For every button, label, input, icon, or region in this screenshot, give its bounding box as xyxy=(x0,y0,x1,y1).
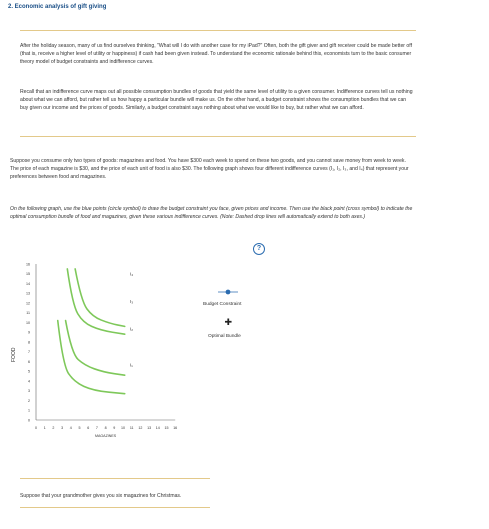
x-tick-label: 9 xyxy=(113,426,116,430)
x-tick-label: 3 xyxy=(61,426,64,430)
x-tick-label: 8 xyxy=(104,426,107,430)
help-button[interactable]: ? xyxy=(253,243,265,255)
y-tick-label: 6 xyxy=(28,359,30,364)
x-tick-label: 0 xyxy=(35,426,37,430)
optimal-bundle-label: Optimal Bundle xyxy=(208,334,241,339)
budget-constraint-label: Budget Constraint xyxy=(203,302,242,307)
y-tick-label: 3 xyxy=(28,389,30,394)
budget-constraint-tool[interactable] xyxy=(218,290,238,295)
page-title: 2. Economic analysis of gift giving xyxy=(8,4,107,10)
x-tick-label: 11 xyxy=(129,426,134,430)
x-tick-label: 2 xyxy=(52,426,55,430)
optimal-bundle-tool[interactable] xyxy=(225,317,233,327)
intro-paragraph-1: After the holiday season, many of us find ourselves thinking, "What will I do with another case for my iPad?" Often, both the gift giver and gift receiver could be made better off (that is, receive a higher level of utility or happiness) if cash had been given instead. To understand the economic rationale behind this, economists turn to the basic consumer theory model of budget constraints and indifference curves. xyxy=(20,43,412,65)
y-tick-label: 16 xyxy=(26,262,30,267)
cross-icon[interactable]: ✚ xyxy=(224,317,233,327)
y-tick-label: 2 xyxy=(28,398,30,403)
curve-label: I₃ xyxy=(129,299,134,304)
y-tick-label: 15 xyxy=(26,272,30,277)
graph-axes xyxy=(26,262,177,438)
y-tick-label: 7 xyxy=(28,350,30,355)
y-tick-label: 0 xyxy=(28,418,30,423)
y-tick-label: 10 xyxy=(26,320,30,325)
y-tick-label: 13 xyxy=(26,291,30,296)
x-tick-label: 6 xyxy=(87,426,90,430)
indifference-curve xyxy=(66,321,125,376)
divider xyxy=(20,507,210,508)
budget-point-icon[interactable] xyxy=(226,290,231,295)
x-tick-label: 12 xyxy=(138,426,143,430)
indifference-curves xyxy=(58,269,125,394)
x-tick-label: 16 xyxy=(173,426,178,430)
curve-label: I₂ xyxy=(129,326,133,332)
x-tick-label: 14 xyxy=(155,426,160,430)
x-tick-label: 15 xyxy=(164,426,169,430)
curve-labels xyxy=(130,272,133,368)
divider xyxy=(20,478,210,479)
curve-label: I₄ xyxy=(129,271,134,277)
y-tick-label: 9 xyxy=(28,330,30,335)
y-tick-label: 1 xyxy=(28,408,30,413)
x-tick-label: 13 xyxy=(147,426,152,430)
y-axis-label: FOOD xyxy=(11,347,17,362)
x-tick-label: 10 xyxy=(121,426,125,430)
x-tick-label: 1 xyxy=(43,426,46,430)
intro-paragraph-2: Recall that an indifference curve maps out all possible consumption bundles of goods that yield the same level of utility to a given consumer. Indifference curves tell us nothing about what we can afford, but rather tell us how happy a particular bundle will make us. On the other hand, a budget constraint shows the consumption bundles that we can buy given our income and the prices of goods. Similarly, a budget constraint says nothing about what we would like to buy, but rather what we can afford. xyxy=(20,89,413,111)
y-tick-label: 11 xyxy=(26,311,30,316)
x-tick-label: 4 xyxy=(69,426,72,430)
y-tick-label: 12 xyxy=(26,301,30,306)
x-tick-label: 7 xyxy=(95,426,98,430)
x-tick-label: 5 xyxy=(78,426,81,430)
instructions-paragraph: On the following graph, use the blue points (circle symbol) to draw the budget constraint you face, given prices and income. Then use the black point (cross symbol) to indicate the optimal consumption bundle of food and magazines, given these various indifference curves. (Note: Dashed drop lines will automatically extend to both axes.) xyxy=(10,206,413,220)
y-tick-label: 4 xyxy=(28,379,30,384)
y-tick-label: 14 xyxy=(26,281,30,286)
curve-label: I₁ xyxy=(129,362,133,368)
y-tick-label: 8 xyxy=(28,340,30,345)
follow-up-question: Suppose that your grandmother gives you six magazines for Christmas. xyxy=(20,493,182,499)
indifference-curve xyxy=(75,269,125,327)
scenario-paragraph: Suppose you consume only two types of goods: magazines and food. You have $300 each week to spend on these two goods, and you cannot save money from week to week. The price of each magazine is $30, and the price of each unit of food is also $30. The following graph shows four different indifference curves (I₁, I₂, I₃, and I₄) that represent your preferences between food and magazines. xyxy=(10,158,409,180)
x-axis-label: MAGAZINES xyxy=(95,434,117,438)
y-tick-label: 5 xyxy=(28,369,30,374)
